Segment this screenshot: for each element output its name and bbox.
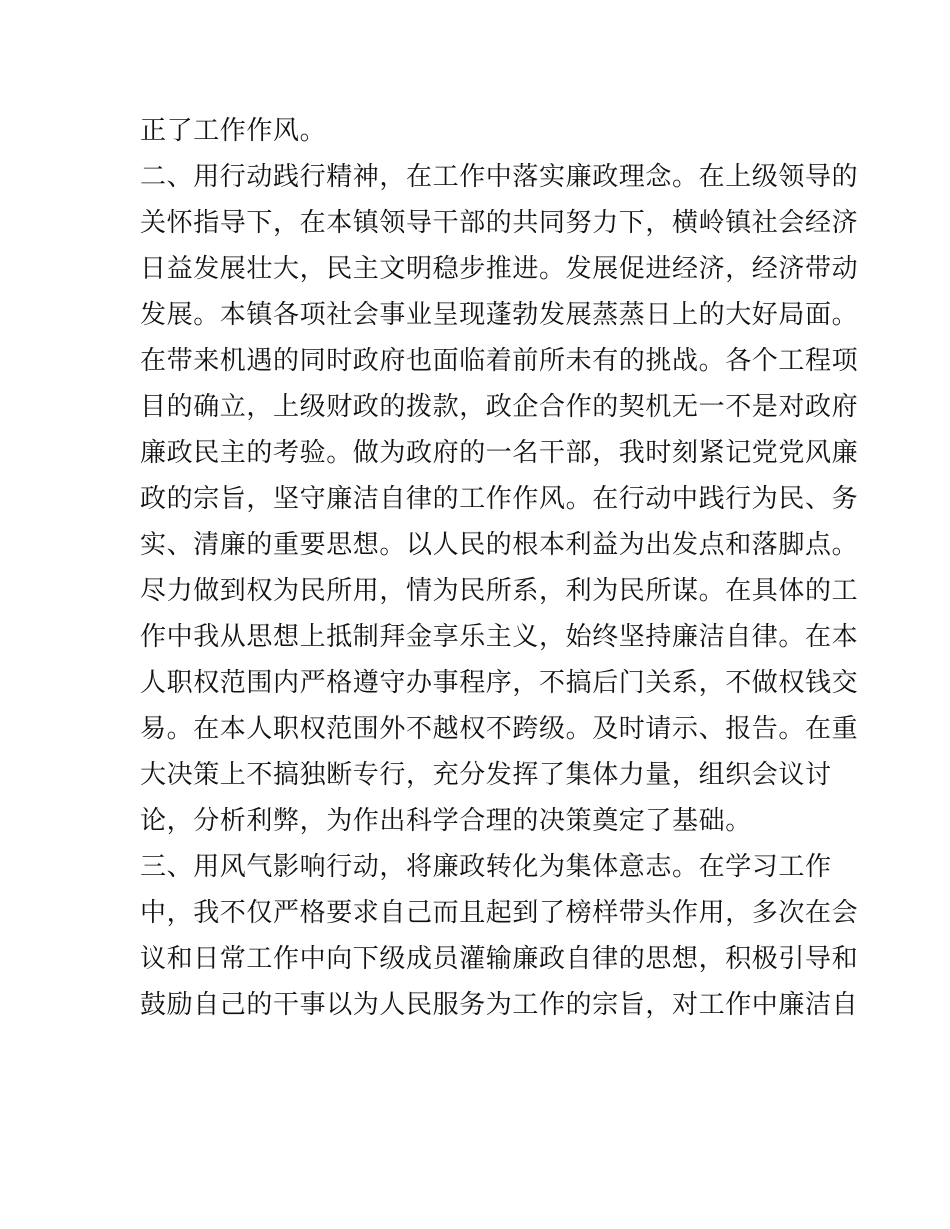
text-line: 关怀指导下，在本镇领导干部的共同努力下，横岭镇社会经济 [140,208,859,238]
text-line: 尽力做到权为民所用，情为民所系，利为民所谋。在具体的工 [140,576,859,606]
text-line: 目的确立，上级财政的拨款，政企合作的契机无一不是对政府 [140,392,859,422]
text-line: 大决策上不搞独断专行，充分发挥了集体力量，组织会议讨 [140,760,832,790]
text-line: 二、用行动践行精神，在工作中落实廉政理念。在上级领导的 [140,162,859,192]
text-line: 中，我不仅严格要求自己而且起到了榜样带头作用，多次在会 [140,898,859,928]
text-line: 论，分析利弊，为作出科学合理的决策奠定了基础。 [140,806,752,836]
text-line: 人职权范围内严格遵守办事程序，不搞后门关系，不做权钱交 [140,668,859,698]
text-line: 实、清廉的重要思想。以人民的根本利益为出发点和落脚点。 [140,530,859,560]
text-line: 正了工作作风。 [140,116,327,146]
text-line: 议和日常工作中向下级成员灌输廉政自律的思想，积极引导和 [140,944,859,974]
text-line: 鼓励自己的干事以为人民服务为工作的宗旨，对工作中廉洁自 [140,990,859,1020]
text-line: 在带来机遇的同时政府也面临着前所未有的挑战。各个工程项 [140,346,859,376]
text-line: 发展。本镇各项社会事业呈现蓬勃发展蒸蒸日上的大好局面。 [140,300,859,330]
document-body [140,108,859,1028]
text-line: 日益发展壮大，民主文明稳步推进。发展促进经济，经济带动 [140,254,859,284]
text-line: 三、用风气影响行动，将廉政转化为集体意志。在学习工作 [140,852,832,882]
text-line: 易。在本人职权范围外不越权不跨级。及时请示、报告。在重 [140,714,859,744]
text-line: 作中我从思想上抵制拜金享乐主义，始终坚持廉洁自律。在本 [140,622,859,652]
text-line: 廉政民主的考验。做为政府的一名干部，我时刻紧记党党风廉 [140,438,859,468]
text-line: 政的宗旨，坚守廉洁自律的工作作风。在行动中践行为民、务 [140,484,859,514]
